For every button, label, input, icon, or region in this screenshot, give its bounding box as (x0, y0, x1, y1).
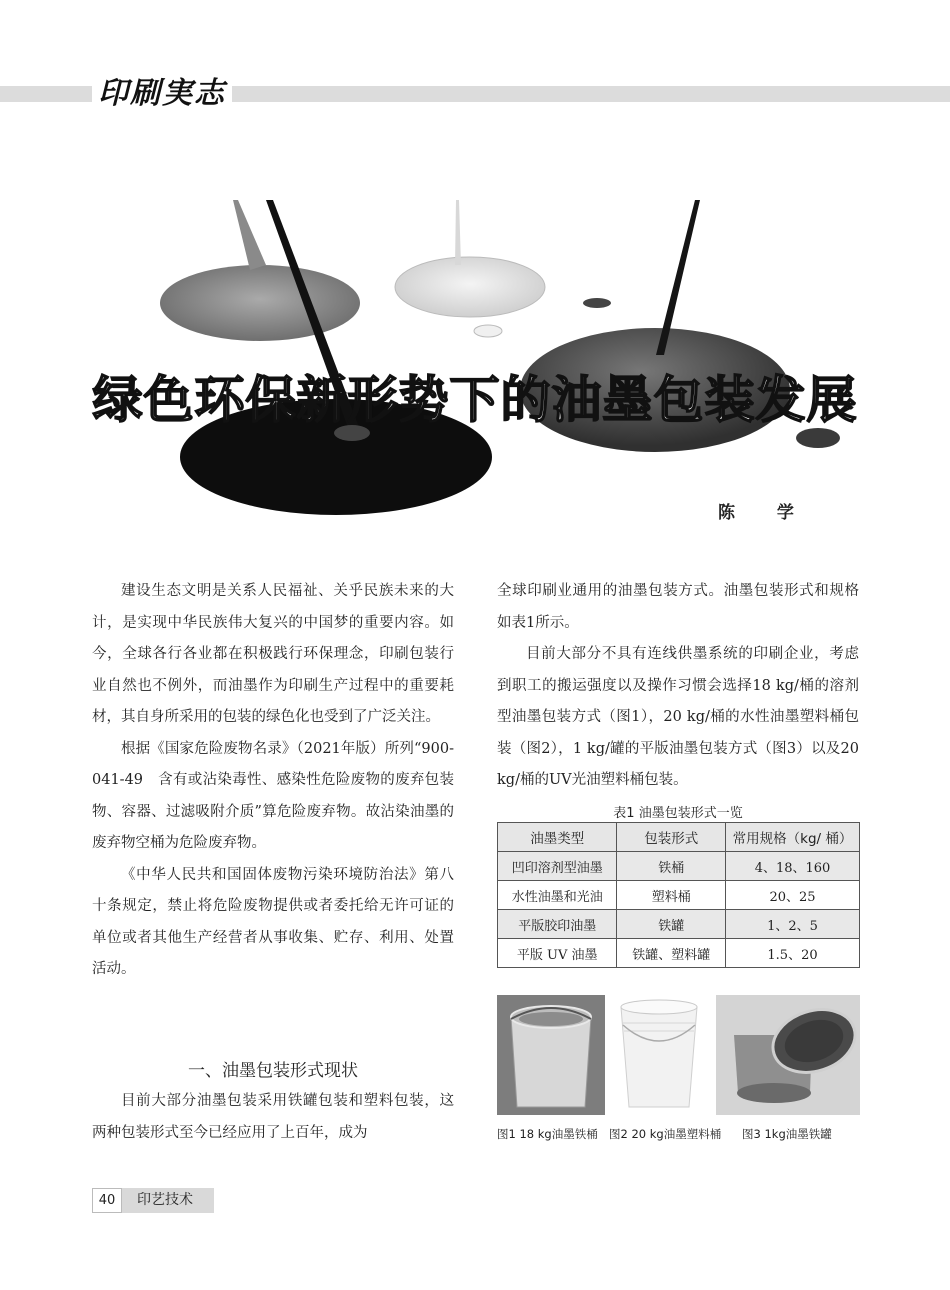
grey-ink-puddle (160, 265, 360, 341)
table-cell: 水性油墨和光油 (498, 881, 617, 910)
table-cell: 平版 UV 油墨 (498, 939, 617, 968)
figure-3-caption: 图3 1kg油墨铁罐 (742, 1127, 832, 1141)
figure-2-caption: 图2 20 kg油墨塑料桶 (609, 1127, 722, 1141)
white-ink-puddle (395, 257, 545, 317)
paragraph: 目前大部分不具有连线供墨系统的印刷企业，考虑到职工的搬运强度以及操作习惯会选择18 kg/桶的溶剂型油墨包装方式（图1），20 kg/桶的水性油墨塑料桶包装（图2），1 kg/罐的平版油墨包装方式（图3）以及20 kg/桶的UV光油塑料桶包装。 (497, 646, 859, 788)
table-caption: 表1 油墨包装形式一览 (613, 806, 743, 821)
right-column (497, 576, 859, 797)
paragraph: 目前大部分油墨包装采用铁罐包装和塑料包装，这两种包装形式至今已经应用了上百年，成为 (92, 1093, 454, 1141)
table-cell: 铁罐、塑料罐 (617, 939, 726, 968)
table-cell: 铁罐 (617, 910, 726, 939)
left-column-continued (92, 1086, 454, 1149)
table-header: 常用规格（kg/ 桶） (726, 823, 860, 852)
table-row (498, 852, 860, 881)
table-row (498, 910, 860, 939)
white-ink-stream (455, 200, 461, 265)
paragraph: 全球印刷业通用的油墨包装方式。油墨包装形式和规格如表1所示。 (497, 583, 859, 631)
figure-3-iron-can (716, 995, 860, 1115)
table-cell: 1.5、20 (726, 939, 860, 968)
journal-name: 印艺技术 (137, 1192, 193, 1208)
table-row (498, 881, 860, 910)
figure-1-iron-bucket (497, 995, 605, 1115)
figure-2-plastic-bucket (613, 995, 705, 1115)
section-heading: 一、油墨包装形式现状 (188, 1061, 358, 1081)
page-number: 40 (92, 1188, 122, 1213)
left-column (92, 576, 454, 986)
paragraph: 建设生态文明是关系人民福祉、关乎民族未来的大计，是实现中华民族伟大复兴的中国梦的重要内容。如今，全球各行各业都在积极践行环保理念，印刷包装行业自然也不例外，而油墨作为印刷生产过程中的重要耗材，其自身所采用的包装的绿色化也受到了广泛关注。 (92, 583, 454, 725)
paragraph: 根据《国家危险废物名录》（2021年版）所列“900-041-49 含有或沾染毒性、感染性危险废物的废弃包装物、容器、过滤吸附介质”算危险废弃物。故沾染油墨的废弃物空桶为危险废弃物。 (92, 740, 454, 851)
table-header: 油墨类型 (498, 823, 617, 852)
table-cell: 凹印溶剂型油墨 (498, 852, 617, 881)
paragraph: 《中华人民共和国固体废物污染环境防治法》第八十条规定，禁止将危险废物提供或者委托给无许可证的单位或者其他生产经营者从事收集、贮存、利用、处置活动。 (92, 866, 454, 977)
table-header: 包装形式 (617, 823, 726, 852)
page-footer (92, 1188, 214, 1213)
grey-ink-stream (233, 200, 266, 270)
table-cell: 20、25 (726, 881, 860, 910)
figure-1-caption: 图1 18 kg油墨铁桶 (497, 1127, 598, 1141)
table-cell: 平版胶印油墨 (498, 910, 617, 939)
ink-packaging-table (497, 822, 860, 968)
table-cell: 1、2、5 (726, 910, 860, 939)
table-header-row (498, 823, 860, 852)
article-title: 绿色环保新形势下的油墨包装发展 (92, 371, 858, 429)
table-cell: 铁桶 (617, 852, 726, 881)
table-row (498, 939, 860, 968)
table-cell: 塑料桶 (617, 881, 726, 910)
table-cell: 4、18、160 (726, 852, 860, 881)
author-name: 陈 学 (718, 503, 812, 523)
journal-logo: 印刷実志 (92, 74, 232, 114)
